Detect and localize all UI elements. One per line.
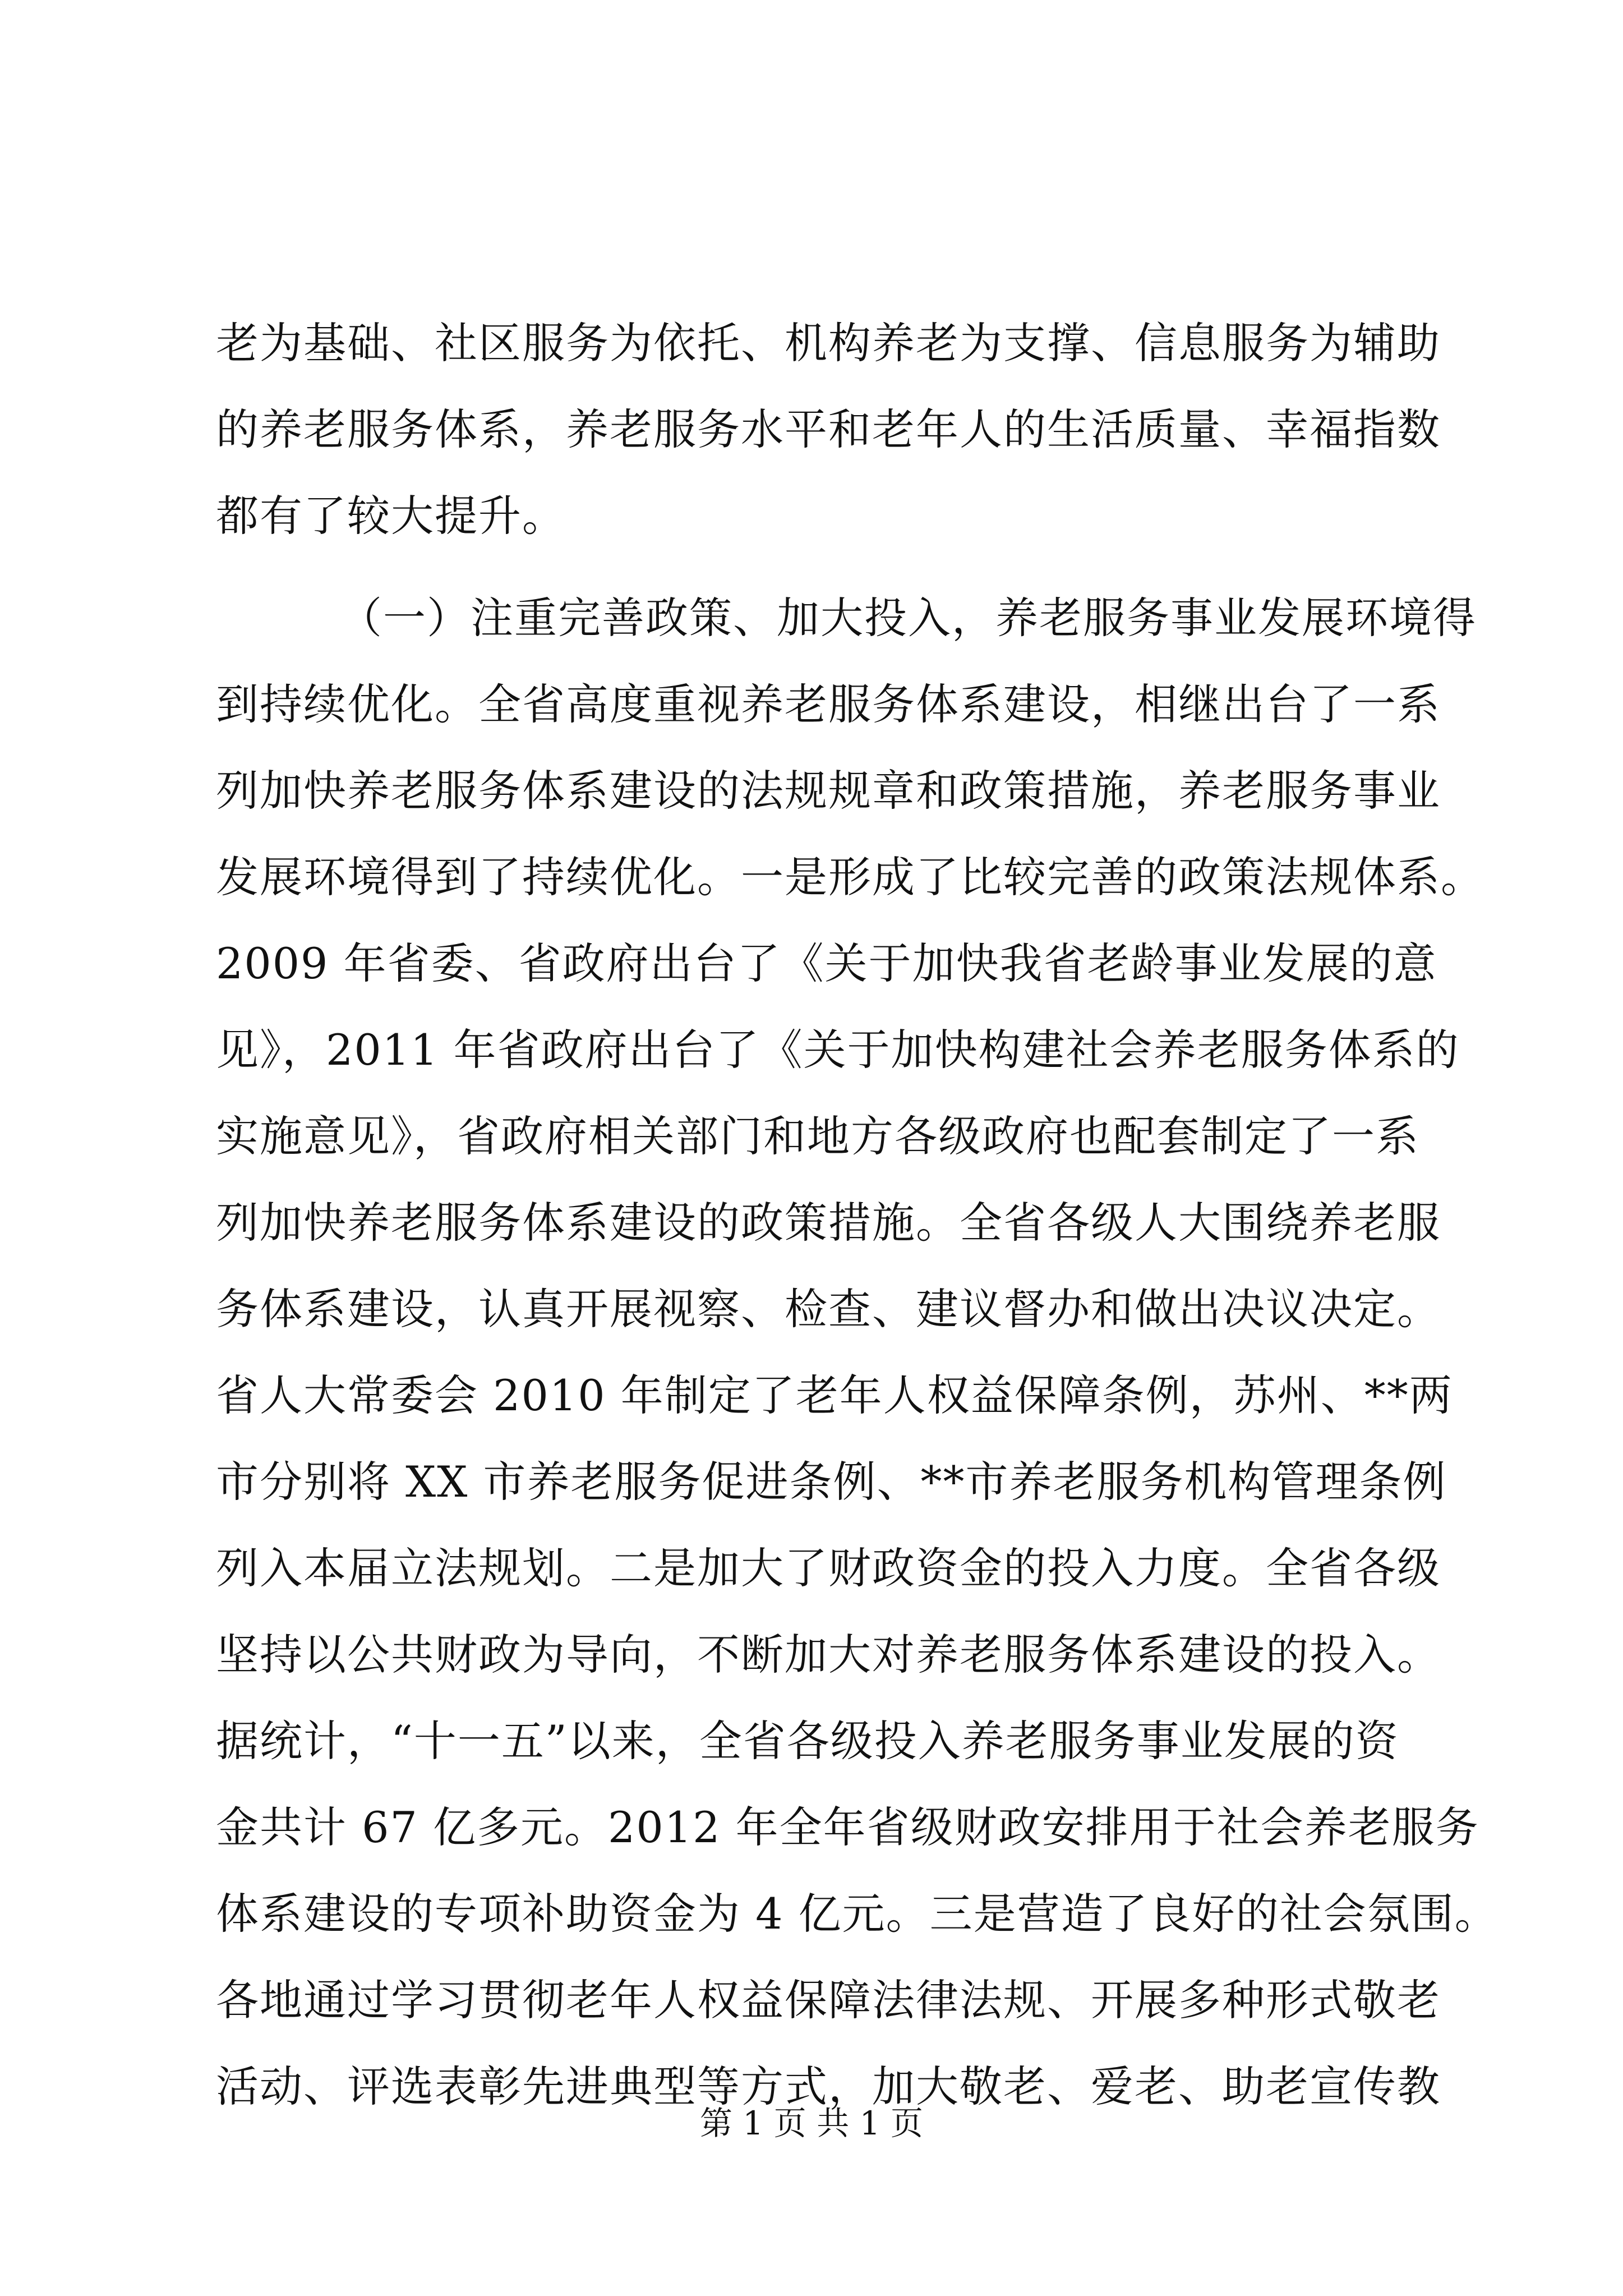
text-line: 各地通过学习贯彻老年人权益保障法律法规、开展多种形式敬老 <box>216 1975 1441 2025</box>
text-line: 实施意见》，省政府相关部门和地方各级政府也配套制定了一系 <box>216 1111 1419 1161</box>
body-text <box>216 300 1498 2130</box>
text-line: 列加快养老服务体系建设的法规规章和政策措施，养老服务事业 <box>216 766 1441 816</box>
text-line: 务体系建设，认真开展视察、检查、建议督办和做出决议决定。 <box>216 1284 1441 1334</box>
text-line: 列入本届立法规划。二是加大了财政资金的投入力度。全省各级 <box>216 1543 1441 1593</box>
text-line: 省人大常委会 2010 年制定了老年人权益保障条例，苏州、**两 <box>216 1370 1453 1420</box>
text-line: 到持续优化。全省高度重视养老服务体系建设，相继出台了一系 <box>216 679 1441 729</box>
text-line: 活动、评选表彰先进典型等方式，加大敬老、爱老、助老宣传教 <box>216 2062 1441 2111</box>
text-line: 体系建设的专项补助资金为 4 亿元。三是营造了良好的社会氛围。 <box>216 1889 1498 1939</box>
text-line: 见》，2011 年省政府出台了《关于加快构建社会养老服务体系的 <box>216 1025 1460 1075</box>
text-line: 金共计 67 亿多元。2012 年全年省级财政安排用于社会养老服务 <box>216 1802 1479 1852</box>
paragraph-gap <box>216 559 1416 575</box>
text-line: 坚持以公共财政为导向，不断加大对养老服务体系建设的投入。 <box>216 1630 1441 1680</box>
page-footer <box>0 2101 1623 2146</box>
text-line: 据统计，“十一五”以来，全省各级投入养老服务事业发展的资 <box>216 1716 1399 1766</box>
text-line: 老为基础、社区服务为依托、机构养老为支撑、信息服务为辅助 <box>216 318 1441 368</box>
text-line: 的养老服务体系，养老服务水平和老年人的生活质量、幸福指数 <box>216 404 1441 454</box>
page-number-label: 第 1 页 共 1 页 <box>700 2104 923 2142</box>
text-line: 列加快养老服务体系建设的政策措施。全省各级人大围绕养老服 <box>216 1198 1441 1248</box>
text-line: 市分别将 XX 市养老服务促进条例、**市养老服务机构管理条例 <box>216 1457 1447 1507</box>
text-line: 2009 年省委、省政府出台了《关于加快我省老龄事业发展的意 <box>216 938 1437 988</box>
paragraph-section-one <box>216 575 1498 2130</box>
paragraph-continuation <box>216 300 1441 559</box>
text-line: 都有了较大提升。 <box>216 491 566 541</box>
text-line: 发展环境得到了持续优化。一是形成了比较完善的政策法规体系。 <box>216 852 1484 902</box>
text-line: （一）注重完善政策、加大投入，养老服务事业发展环境得 <box>339 593 1477 643</box>
